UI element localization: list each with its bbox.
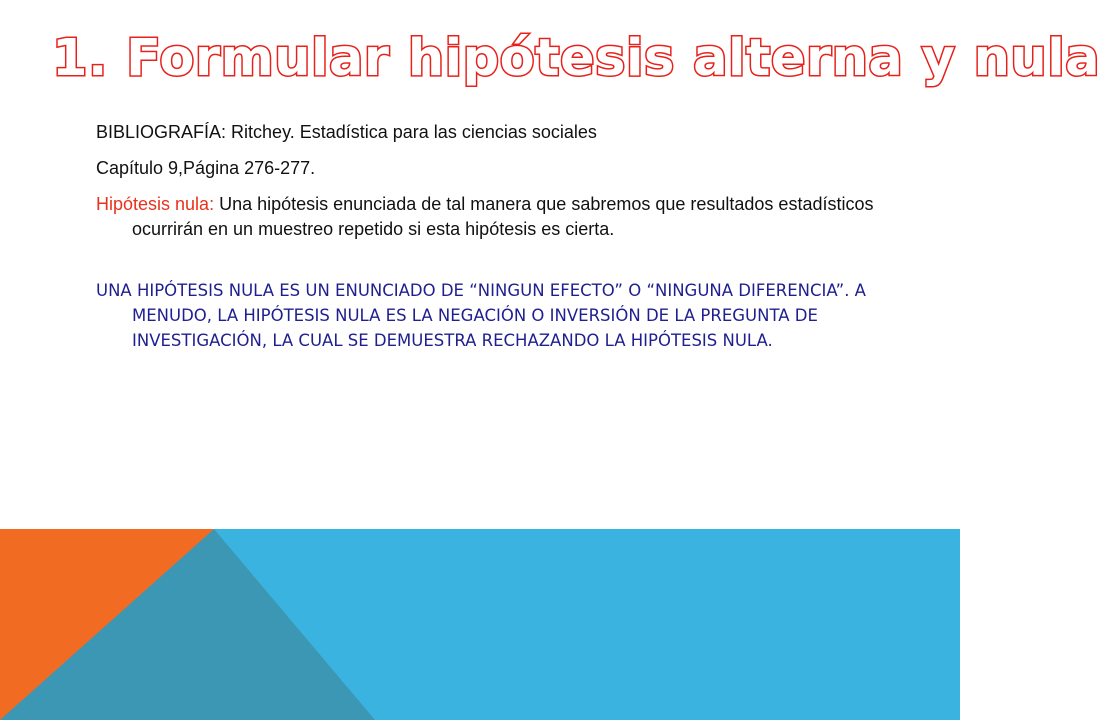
slide-title: 1. Formular hipótesis alterna y nula <box>52 29 1100 88</box>
bibliography-text: Ritchey. Estadística para las ciencias sociales <box>226 122 597 142</box>
chapter-line: Capítulo 9,Página 276-277. <box>96 158 316 178</box>
null-hypothesis-text: Una hipótesis enunciada de tal manera que sabremos que resultados estadísticos ocurrirán en un muestreo repetido si esta hipótesis es cierta. <box>132 194 874 239</box>
bibliography-label: BIBLIOGRAFÍA: <box>96 122 227 142</box>
null-hypothesis-term: Hipótesis nula: <box>96 194 215 214</box>
decorative-color-band <box>0 529 960 720</box>
null-hypothesis-definition <box>96 192 886 242</box>
emphasis-statement: UNA HIPÓTESIS NULA ES UN ENUNCIADO DE “NINGUN EFECTO” O “NINGUNA DIFERENCIA”. A MENUDO, LA HIPÓTESIS NULA ES LA NEGACIÓN O INVERSIÓN DE LA PREGUNTA DE INVESTIGACIÓN, LA CUAL SE DEMUESTRA RECHAZANDO LA HIPÓTESIS NULA. <box>96 281 866 350</box>
bibliography-line <box>96 120 886 145</box>
slide-body <box>96 120 886 353</box>
